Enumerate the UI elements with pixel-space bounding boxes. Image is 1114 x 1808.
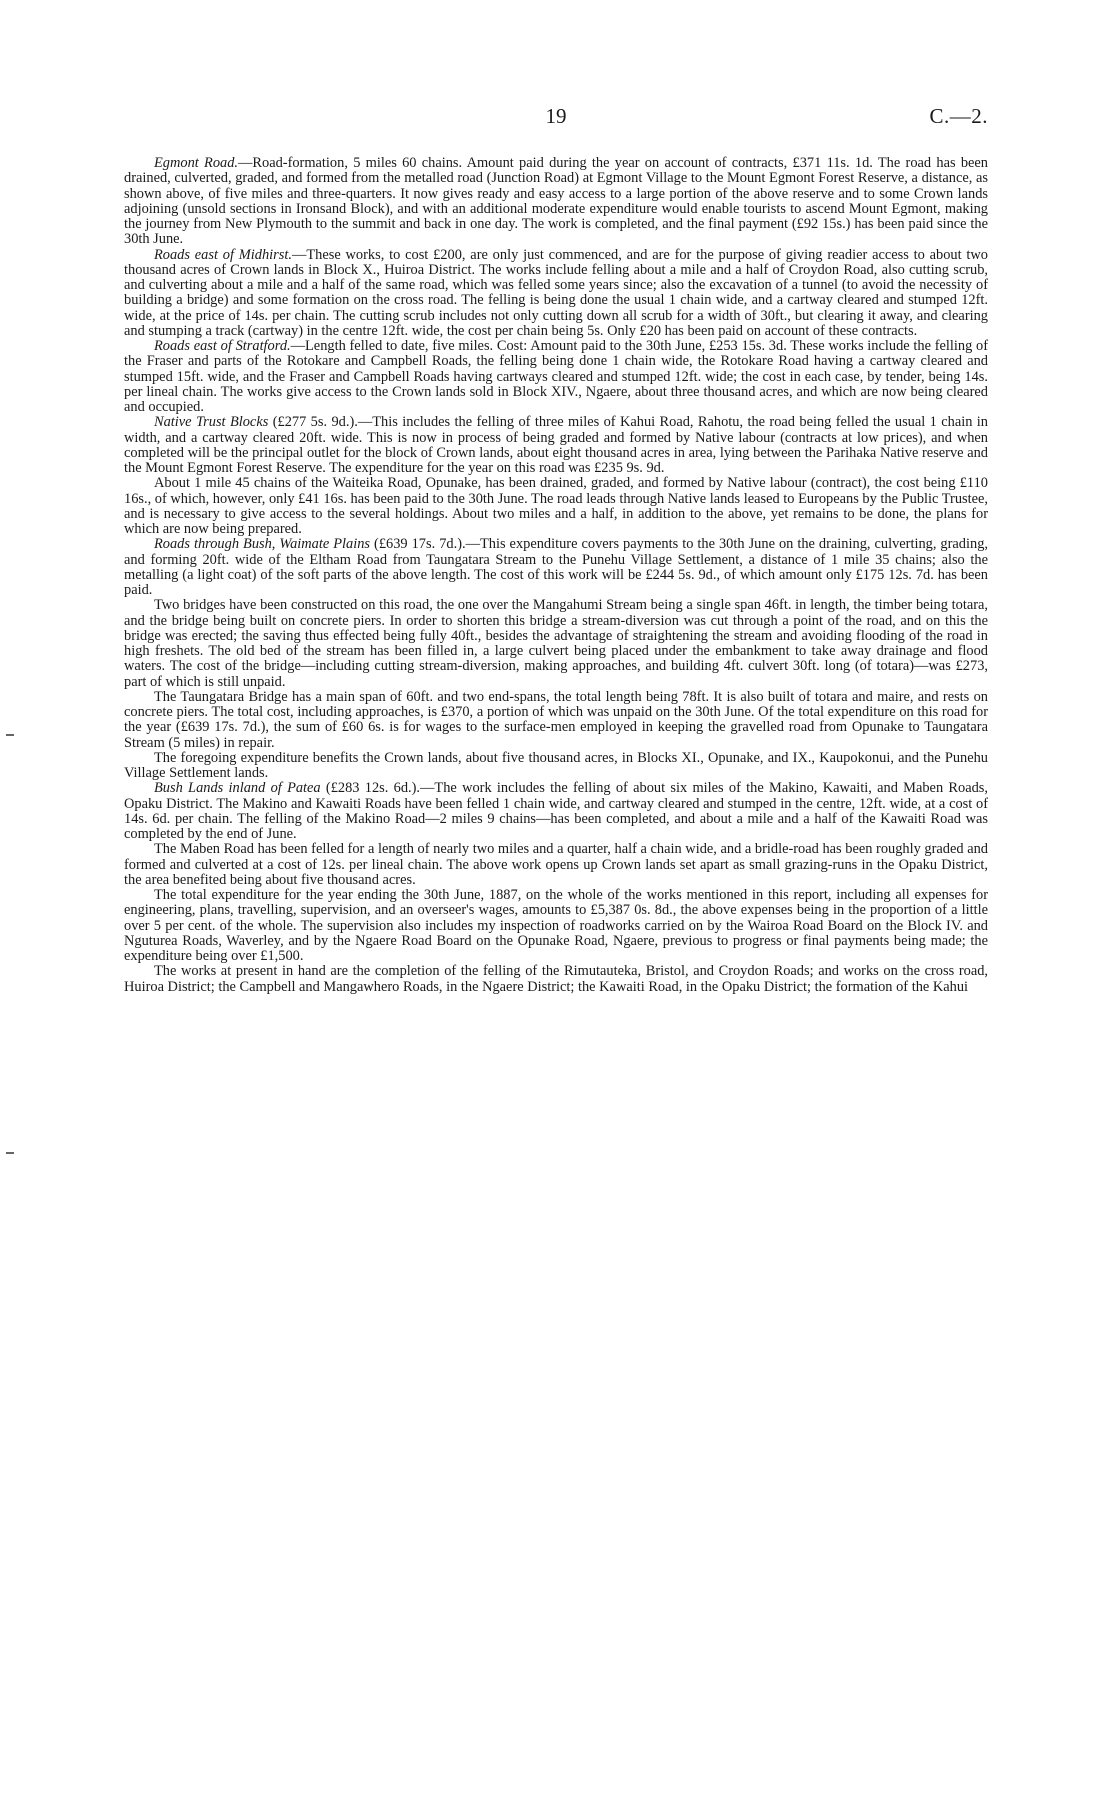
paragraph <box>124 964 988 995</box>
paragraph <box>124 888 988 964</box>
paragraph-text: —Length felled to date, five miles. Cost: Amount paid to the 30th June, £253 15s. 3d. These works include the felling of the Fraser and parts of the Rotokare and Campbell Roads, the felling being done 1 chain wide, the Rotokare Road having a cartway cleared and stumped 15ft. wide, and the Fraser and Campbell Roads having cartways cleared and stumped 12ft. wide; the cost in each case, by tender, being 14s. per lineal chain. The works give access to the Crown lands sold in Block XIV., Ngaere, about three thousand acres, and which are now being cleared and occupied. <box>124 338 989 415</box>
paragraph <box>124 598 988 690</box>
paragraph-text: About 1 mile 45 chains of the Waiteika Road, Opunake, has been drained, graded, and formed by Native labour (contract), the cost being £110 16s., of which, however, only £41 16s. has been paid to the 30th June. The road leads through Native lands leased to Europeans by the Public Trustee, and is necessary to give access to the several holdings. About two miles and a half, in addition to the above, yet remains to be done, the plans for which are now being prepared. <box>124 475 988 537</box>
paragraph-lead: Egmont Road. <box>154 155 239 171</box>
margin-mark <box>6 734 14 736</box>
paragraph-text: —These works, to cost £200, are only just commenced, and are for the purpose of giving readier access to about two thousand acres of Crown lands in Block X., Huiroa District. The works include felling about a mile and a half of Croydon Road, also cutting scrub, and culverting about a mile and a half of the same road, which was felled some years since; also the excavation of a tunnel (to avoid the necessity of building a bridge) and some formation on the cross road. The felling is being done the usual 1 chain wide, and a cartway cleared and stumped 12ft. wide, at the price of 14s. per chain. The cutting scrub includes not only cutting down all scrub for a width of 30ft., but clearing it away, and clearing and stumping a track (cartway) in the centre 12ft. wide, the cost per chain being 5s. Only £20 has been paid on account of these contracts. <box>124 246 988 339</box>
paragraph-text: (£277 5s. 9d.).—This includes the felling of three miles of Kahui Road, Rahotu, the road being felled the usual 1 chain in width, and a cartway cleared 20ft. wide. This is now in process of being graded and formed by Native labour (contracts at low prices), and when completed will be the principal outlet for the block of Crown lands, about eight thousand acres in area, lying between the Parihaka Native reserve and the Mount Egmont Forest Reserve. The expenditure for the year on this road was £235 9s. 9d. <box>124 414 988 476</box>
paragraph <box>124 842 988 888</box>
paragraph <box>124 537 988 598</box>
body-text <box>124 156 988 995</box>
paragraph-lead: Native Trust Blocks <box>154 414 269 431</box>
paragraph-text: The Maben Road has been felled for a length of nearly two miles and a quarter, half a chain wide, and a bridle-road has been roughly graded and formed and culverted at a cost of 12s. per lineal chain. The above work opens up Crown lands set apart as small grazing-runs in the Opaku District, the area benefited being about five thousand acres. <box>124 841 988 888</box>
paragraph <box>124 751 988 782</box>
document-reference: C.—2. <box>929 104 988 128</box>
paragraph-text: —Road-formation, 5 miles 60 chains. Amount paid during the year on account of contracts, £371 11s. 1d. The road has been drained, culverted, graded, and formed from the metalled road (Junction Road) at Egmont Village to the Mount Egmont Forest Reserve, a distance, as shown above, of five miles and three-quarters. It now gives ready and easy access to a large portion of the above reserve and to some Crown lands adjoining (unsold sections in Ironsand Block), and with an additional moderate expenditure would enable tourists to ascend Mount Egmont, making the journey from New Plymouth to the summit and back in one day. The work is completed, and the final payment (£92 15s.) has been paid since the 30th June. <box>124 155 988 248</box>
margin-mark <box>6 1152 14 1154</box>
page-number: 19 <box>545 104 567 128</box>
paragraph <box>124 415 988 476</box>
paragraph <box>124 156 988 248</box>
paragraph-lead: Bush Lands inland of Patea <box>154 780 321 797</box>
paragraph-text: (£639 17s. 7d.).—This expenditure covers payments to the 30th June on the draining, culverting, grading, and forming 20ft. wide of the Eltham Road from Taungatara Stream to the Punehu Village Settlement, a distance of 1 mile 35 chains; also the metalling (a light coat) of the soft parts of the above length. The cost of this work will be £244 5s. 9d., of which amount only £175 12s. 7d. has been paid. <box>124 536 988 598</box>
paragraph-lead: Roads east of Midhirst. <box>154 246 292 263</box>
paragraph <box>124 476 988 537</box>
paragraph <box>124 690 988 751</box>
paragraph-lead: Roads east of Stratford. <box>154 338 291 354</box>
paragraph-text: The total expenditure for the year ending the 30th June, 1887, on the whole of the works mentioned in this report, including all expenses for engineering, plans, travelling, supervision, and an overseer's wages, amounts to £5,387 0s. 8d., the above expenses being in the proportion of a little over 5 per cent. of the whole. The supervision also includes my inspection of roadworks carried on by the Wairoa Road Board on the Block IV. and Nguturea Roads, Waverley, and by the Ngaere Road Board on the Opunake Road, Ngaere, previous to progress or final payments being made; the expenditure being over £1,500. <box>124 887 988 964</box>
paragraph <box>124 339 988 415</box>
paragraph-text: The foregoing expenditure benefits the Crown lands, about five thousand acres, in Blocks XI., Opunake, and IX., Kaupokonui, and the Punehu Village Settlement lands. <box>124 749 988 781</box>
paragraph-text: The Taungatara Bridge has a main span of 60ft. and two end-spans, the total length being 78ft. It is also built of totara and maire, and rests on concrete piers. The total cost, including approaches, is £370, a portion of which was unpaid on the 30th June. Of the total expenditure on this road for the year (£639 17s. 7d.), the sum of £60 6s. is for wages to the surface-men employed in keeping the gravelled road from Opunake to Taungatara Stream (5 miles) in repair. <box>124 688 988 751</box>
paragraph <box>124 781 988 842</box>
paragraph-text: Two bridges have been constructed on this road, the one over the Mangahumi Stream being a single span 46ft. in length, the timber being totara, and the bridge being built on concrete piers. In order to shorten this bridge a stream-diversion was cut through a point of the road, and on this the bridge was erected; the saving thus effected being fully 40ft., besides the advantage of straightening the stream and avoiding flooding of the road in high freshets. The old bed of the stream has been filled in, a large culvert being placed under the embankment to take away drainage and flood waters. The cost of the bridge—including cutting stream-diversion, making approaches, and building 4ft. culvert 30ft. long (of totara)—was £273, part of which is still unpaid. <box>124 597 988 690</box>
paragraph <box>124 248 988 340</box>
paragraph-text: (£283 12s. 6d.).—The work includes the felling of about six miles of the Makino, Kawaiti, and Maben Roads, Opaku District. The Makino and Kawaiti Roads have been felled 1 chain wide, and cartway cleared and stumped in the centre, 12ft. wide, at a cost of 14s. 6d. per chain. The felling of the Makino Road—2 miles 9 chains—has been completed, and about a mile and a half of the Kawaiti Road was completed by the end of June. <box>124 780 988 842</box>
page-header <box>124 104 988 134</box>
paragraph-lead: Roads through Bush, Waimate Plains <box>154 536 371 553</box>
paragraph-text: The works at present in hand are the completion of the felling of the Rimutauteka, Bristol, and Croydon Roads; and works on the cross road, Huiroa District; the Campbell and Mangawhero Roads, in the Ngaere District; the Kawaiti Road, in the Opaku District; the formation of the Kahui <box>124 963 988 995</box>
